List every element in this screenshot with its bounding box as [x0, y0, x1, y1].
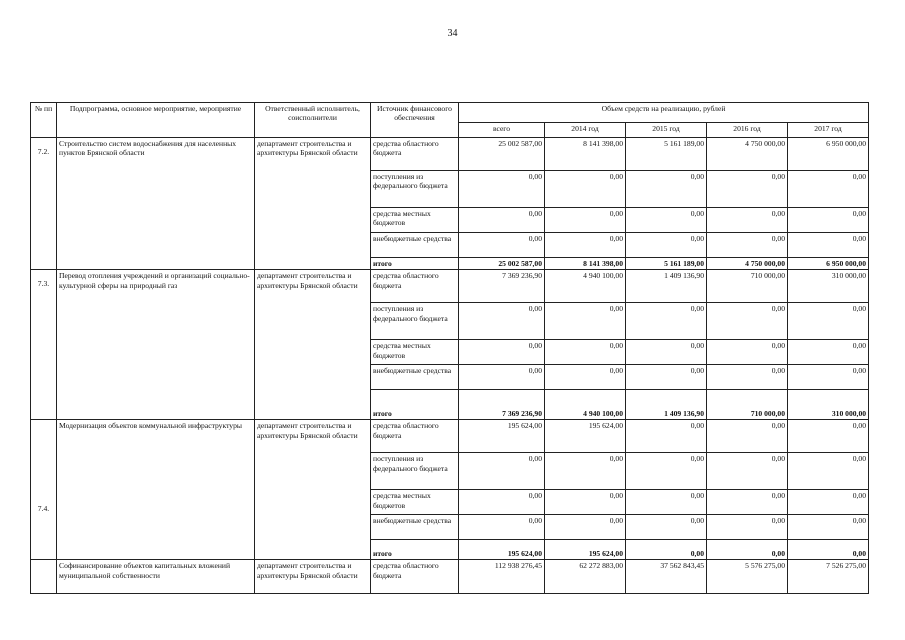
section-name: Строительство систем водоснабжения для населенных пунктов Брянской области: [57, 138, 255, 270]
amount-cell: 0,00: [707, 515, 788, 540]
amount-cell: 0,00: [459, 233, 545, 258]
amount-cell: 710 000,00: [707, 390, 788, 420]
amount-cell: 5 161 189,00: [626, 258, 707, 270]
funding-source: поступления из федерального бюджета: [371, 303, 459, 340]
section-number: 7.2.: [31, 138, 57, 270]
amount-cell: 0,00: [459, 515, 545, 540]
funding-source: итого: [371, 540, 459, 560]
amount-cell: 0,00: [788, 453, 869, 490]
amount-cell: 0,00: [788, 540, 869, 560]
funding-source: средства областного бюджета: [371, 270, 459, 303]
amount-cell: 0,00: [459, 453, 545, 490]
amount-cell: 0,00: [459, 490, 545, 515]
amount-cell: 7 369 236,90: [459, 270, 545, 303]
amount-cell: 0,00: [788, 365, 869, 390]
section-executor: департамент строительства и архитектуры Брянской области: [255, 560, 371, 594]
amount-cell: 0,00: [626, 171, 707, 208]
amount-cell: 0,00: [545, 233, 626, 258]
amount-cell: 0,00: [788, 420, 869, 453]
amount-cell: 4 750 000,00: [707, 138, 788, 171]
amount-cell: 37 562 843,45: [626, 560, 707, 594]
amount-cell: 4 750 000,00: [707, 258, 788, 270]
header-col-total: всего: [459, 123, 545, 138]
amount-cell: 0,00: [459, 171, 545, 208]
amount-cell: 0,00: [545, 171, 626, 208]
amount-cell: 0,00: [626, 365, 707, 390]
amount-cell: 0,00: [626, 208, 707, 233]
amount-cell: 0,00: [545, 340, 626, 365]
section-name: Модернизация объектов коммунальной инфраструктуры: [57, 420, 255, 560]
table-row: [31, 138, 869, 171]
amount-cell: 25 002 587,00: [459, 258, 545, 270]
amount-cell: 0,00: [707, 490, 788, 515]
section-executor: департамент строительства и архитектуры Брянской области: [255, 270, 371, 420]
amount-cell: 0,00: [626, 490, 707, 515]
amount-cell: 0,00: [545, 490, 626, 515]
header-col-2015: 2015 год: [626, 123, 707, 138]
amount-cell: 62 272 883,00: [545, 560, 626, 594]
amount-cell: 0,00: [707, 208, 788, 233]
section-name: Перевод отопления учреждений и организаций социально-культурной сферы на природный газ: [57, 270, 255, 420]
amount-cell: 1 409 136,90: [626, 390, 707, 420]
amount-cell: 0,00: [788, 490, 869, 515]
amount-cell: 7 526 275,00: [788, 560, 869, 594]
amount-cell: 4 940 100,00: [545, 390, 626, 420]
amount-cell: 195 624,00: [545, 540, 626, 560]
amount-cell: 0,00: [707, 340, 788, 365]
amount-cell: 0,00: [788, 340, 869, 365]
funding-source: средства областного бюджета: [371, 138, 459, 171]
funding-source: поступления из федерального бюджета: [371, 453, 459, 490]
amount-cell: 0,00: [545, 365, 626, 390]
header-col-2014: 2014 год: [545, 123, 626, 138]
amount-cell: 710 000,00: [707, 270, 788, 303]
amount-cell: 0,00: [459, 208, 545, 233]
amount-cell: 0,00: [707, 303, 788, 340]
funding-source: итого: [371, 258, 459, 270]
funding-source: поступления из федерального бюджета: [371, 171, 459, 208]
amount-cell: 0,00: [626, 515, 707, 540]
amount-cell: 195 624,00: [459, 540, 545, 560]
amount-cell: 1 409 136,90: [626, 270, 707, 303]
funding-source: средства местных бюджетов: [371, 340, 459, 365]
amount-cell: 112 938 276,45: [459, 560, 545, 594]
amount-cell: 5 576 275,00: [707, 560, 788, 594]
funding-source: средства местных бюджетов: [371, 208, 459, 233]
header-no: № пп: [31, 103, 57, 138]
section-number: [31, 560, 57, 594]
amount-cell: 4 940 100,00: [545, 270, 626, 303]
amount-cell: 0,00: [707, 420, 788, 453]
section-number: 7.4.: [31, 420, 57, 560]
header-source: Источник финансового обеспечения: [371, 103, 459, 138]
header-col-2017: 2017 год: [788, 123, 869, 138]
table-row: [31, 270, 869, 303]
amount-cell: 0,00: [707, 365, 788, 390]
amount-cell: 0,00: [545, 303, 626, 340]
amount-cell: 0,00: [788, 208, 869, 233]
funding-source: внебюджетные средства: [371, 233, 459, 258]
amount-cell: 0,00: [545, 453, 626, 490]
amount-cell: 0,00: [626, 540, 707, 560]
amount-cell: 6 950 000,00: [788, 258, 869, 270]
section-number: 7.3.: [31, 270, 57, 420]
amount-cell: 0,00: [626, 453, 707, 490]
amount-cell: 0,00: [788, 303, 869, 340]
amount-cell: 195 624,00: [545, 420, 626, 453]
amount-cell: 0,00: [459, 303, 545, 340]
amount-cell: 0,00: [788, 233, 869, 258]
amount-cell: 8 141 398,00: [545, 138, 626, 171]
amount-cell: 5 161 189,00: [626, 138, 707, 171]
header-program: Подпрограмма, основное мероприятие, мероприятие: [57, 103, 255, 138]
amount-cell: 0,00: [626, 340, 707, 365]
section-name: Софинансирование объектов капитальных вложений муниципальной собственности: [57, 560, 255, 594]
amount-cell: 195 624,00: [459, 420, 545, 453]
amount-cell: 8 141 398,00: [545, 258, 626, 270]
amount-cell: 0,00: [707, 171, 788, 208]
funding-source: средства областного бюджета: [371, 560, 459, 594]
amount-cell: 0,00: [545, 515, 626, 540]
amount-cell: 310 000,00: [788, 390, 869, 420]
financing-table: [30, 102, 869, 594]
table-row: [31, 420, 869, 453]
header-executor: Ответственный исполнитель, соисполнители: [255, 103, 371, 138]
section-executor: департамент строительства и архитектуры Брянской области: [255, 420, 371, 560]
amount-cell: 25 002 587,00: [459, 138, 545, 171]
amount-cell: 0,00: [707, 233, 788, 258]
amount-cell: 7 369 236,90: [459, 390, 545, 420]
amount-cell: 0,00: [707, 540, 788, 560]
header-volume: Объем средств на реализацию, рублей: [459, 103, 869, 123]
amount-cell: 310 000,00: [788, 270, 869, 303]
funding-source: средства местных бюджетов: [371, 490, 459, 515]
amount-cell: 0,00: [545, 208, 626, 233]
page-number: 34: [447, 28, 458, 39]
amount-cell: 6 950 000,00: [788, 138, 869, 171]
amount-cell: 0,00: [626, 233, 707, 258]
table-row: [31, 560, 869, 594]
amount-cell: 0,00: [459, 365, 545, 390]
funding-source: средства областного бюджета: [371, 420, 459, 453]
amount-cell: 0,00: [788, 515, 869, 540]
header-col-2016: 2016 год: [707, 123, 788, 138]
amount-cell: 0,00: [459, 340, 545, 365]
amount-cell: 0,00: [788, 171, 869, 208]
amount-cell: 0,00: [707, 453, 788, 490]
funding-source: внебюджетные средства: [371, 515, 459, 540]
funding-source: итого: [371, 390, 459, 420]
section-executor: департамент строительства и архитектуры Брянской области: [255, 138, 371, 270]
amount-cell: 0,00: [626, 420, 707, 453]
amount-cell: 0,00: [626, 303, 707, 340]
funding-source: внебюджетные средства: [371, 365, 459, 390]
